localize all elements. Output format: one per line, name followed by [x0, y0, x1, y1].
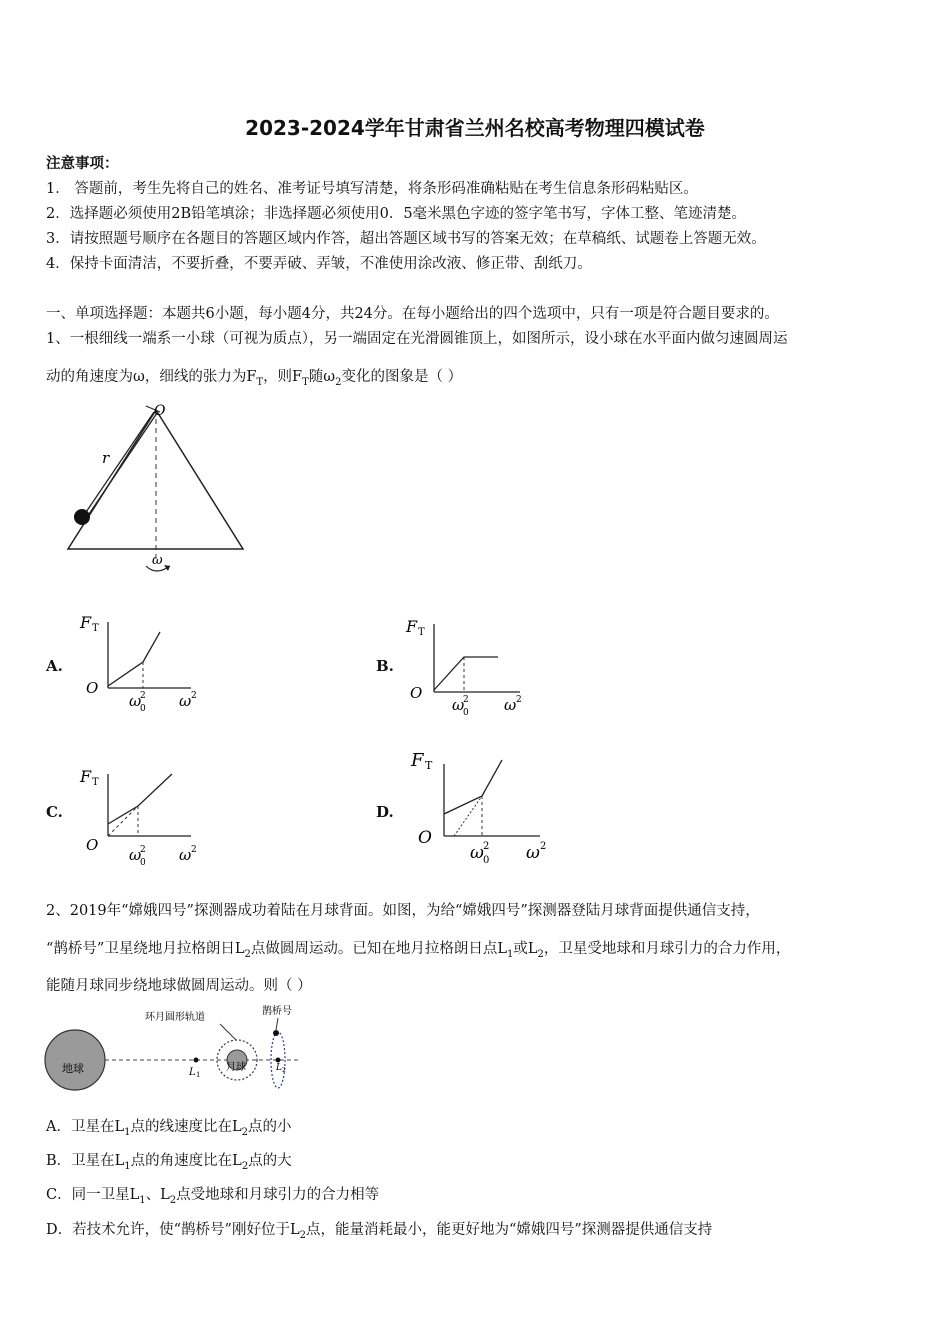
svg-text:0: 0	[140, 704, 146, 714]
graph-c-curve	[108, 774, 172, 824]
svg-text:F: F	[411, 750, 424, 771]
svg-text:L: L	[276, 1063, 282, 1073]
cone-figure	[60, 400, 260, 580]
svg-text:ω: ω	[129, 692, 142, 710]
svg-text:T: T	[92, 777, 99, 788]
svg-text:ω: ω	[470, 843, 484, 863]
svg-text:O: O	[86, 836, 99, 854]
svg-text:1: 1	[196, 1071, 201, 1079]
svg-text:T: T	[92, 623, 99, 634]
svg-text:ω: ω	[526, 843, 540, 863]
svg-text:ω: ω	[452, 696, 465, 714]
svg-text:2: 2	[516, 695, 522, 705]
q2-stem-line3: 能随月球同步绕地球做圆周运动。则（ ）	[46, 978, 312, 994]
svg-text:ω: ω	[179, 846, 192, 864]
svg-text:2: 2	[140, 845, 146, 855]
queqiao-satellite	[273, 1030, 279, 1036]
q2-option-c[interactable]: C．同一卫星$L_1$、$L_2$点受地球和月球引力的合力相等	[46, 1187, 380, 1206]
svg-text:2: 2	[463, 695, 469, 705]
svg-text:2: 2	[282, 1067, 286, 1074]
svg-text:F: F	[80, 613, 92, 632]
svg-text:地球: 地球	[62, 1062, 84, 1075]
q2-stem-line2: “鹊桥号”卫星绕地月拉格朗日$L_2$点做圆周运动。已知在地月拉格朗日点$L_1$或$L_2$，卫星受地球和月球引力的合力作用，	[46, 941, 791, 960]
svg-text:ω: ω	[504, 696, 517, 714]
graph-d	[408, 748, 558, 868]
svg-text:0: 0	[463, 708, 469, 718]
q1-stem-line1: 1、一根细线一端系一小球（可视为质点），另一端固定在光滑圆锥顶上，如图所示，设小球在水平面内做匀速圆周运	[46, 331, 788, 347]
svg-text:2: 2	[140, 691, 146, 701]
svg-text:2: 2	[191, 845, 197, 855]
svg-text:ω: ω	[179, 692, 192, 710]
graph-b	[402, 612, 532, 720]
graph-a	[76, 612, 206, 716]
q2-option-a[interactable]: A．卫星在$L_1$点的线速度比在$L_2$点的小	[46, 1119, 292, 1138]
svg-text:ω: ω	[129, 846, 142, 864]
svg-text:O: O	[86, 679, 99, 697]
omega-label: ω	[152, 553, 163, 568]
svg-text:O: O	[418, 828, 432, 848]
svg-text:环月圆形轨道: 环月圆形轨道	[145, 1012, 205, 1023]
option-c-label[interactable]: C.	[46, 803, 63, 821]
apex-label: O	[154, 403, 166, 419]
option-a-label[interactable]: A.	[46, 657, 63, 675]
option-d-label[interactable]: D.	[376, 803, 394, 821]
q1-stem-line2: 动的角速度为ω，细线的张力为$F_T$，则$F_T$随$\omega_2$变化的图象是（ ）	[46, 369, 463, 388]
earth	[45, 1030, 105, 1090]
l2-point	[276, 1058, 281, 1063]
svg-text:F: F	[80, 767, 92, 786]
svg-text:0: 0	[140, 858, 146, 868]
q2-option-d[interactable]: D．若技术允许，使“鹊桥号”刚好位于$L_2$点，能量消耗最小，能更好地为“嫦娥四号”探测器提供通信支持	[46, 1222, 713, 1241]
svg-text:鹊桥号: 鹊桥号	[262, 1006, 292, 1017]
svg-text:2: 2	[483, 841, 490, 852]
section-heading: 一、单项选择题：本题共6小题，每小题4分，共24分。在每小题给出的四个选项中，只有一项是符合题目要求的。	[46, 306, 779, 322]
svg-text:0: 0	[483, 855, 490, 866]
graph-d-curve	[444, 760, 502, 814]
rope-label: r	[102, 449, 110, 467]
notice-item: 4．保持卡面清洁，不要折叠，不要弄破、弄皱，不准使用涂改液、修正带、刮纸刀。	[46, 256, 592, 272]
ball	[74, 509, 90, 525]
svg-text:2: 2	[191, 691, 197, 701]
notice-item: 3．请按照题号顺序在各题目的答题区域内作答，超出答题区域书写的答案无效；在草稿纸、试题卷上答题无效。	[46, 231, 766, 247]
svg-text:T: T	[418, 627, 425, 638]
svg-text:O: O	[410, 684, 423, 702]
notice-item: 1． 答题前，考生先将自己的姓名、准考证号填写清楚，将条形码准确粘贴在考生信息条形码粘贴区。	[46, 181, 698, 197]
graph-b-curve	[434, 657, 498, 690]
svg-text:L: L	[189, 1067, 196, 1078]
option-b-label[interactable]: B.	[376, 657, 394, 675]
svg-text:月球: 月球	[226, 1062, 246, 1073]
svg-text:T: T	[425, 759, 433, 772]
q2-option-b[interactable]: B．卫星在$L_1$点的角速度比在$L_2$点的大	[46, 1153, 292, 1172]
graph-c	[76, 764, 206, 870]
notice-item: 2．选择题必须使用2B铅笔填涂；非选择题必须使用0．5毫米黑色字迹的签字笔书写，字体工整、笔迹清楚。	[46, 206, 747, 222]
l1-point	[194, 1058, 199, 1063]
page-title: 2023-2024学年甘肃省兰州名校高考物理四模试卷	[245, 116, 705, 140]
svg-text:2: 2	[540, 841, 547, 852]
earth-moon-figure	[40, 1000, 310, 1092]
q2-stem-line1: 2、2019年“嫦娥四号”探测器成功着陆在月球背面。如图，为给“嫦娥四号”探测器登陆月球背面提供通信支持，	[46, 903, 760, 919]
notice-heading: 注意事项：	[46, 155, 119, 172]
svg-text:F: F	[406, 617, 418, 636]
rope-line	[82, 412, 154, 518]
graph-a-curve	[108, 632, 160, 686]
